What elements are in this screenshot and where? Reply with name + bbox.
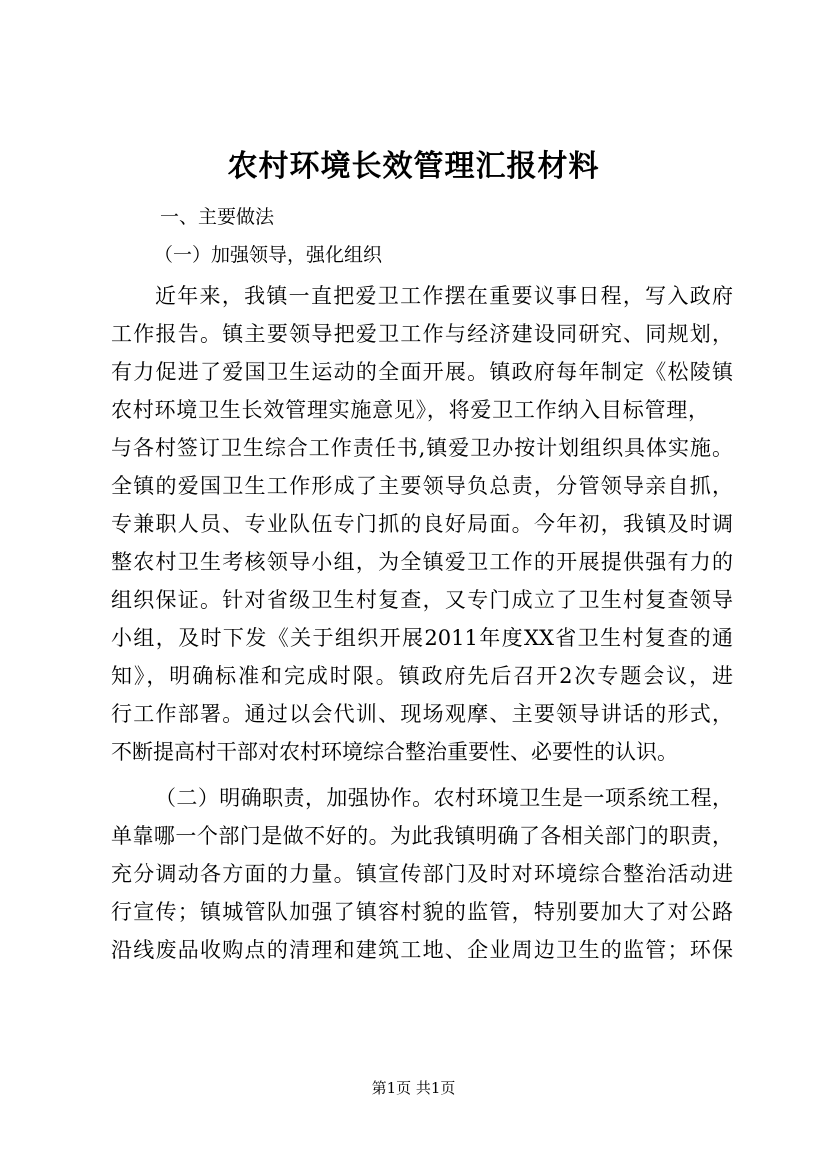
section-heading: 一、主要做法 bbox=[160, 206, 275, 228]
paragraph-line: 行宣传；镇城管队加强了镇容村貌的监管，特别要加大了对公路 bbox=[111, 900, 733, 924]
paragraph-line: 充分调动各方面的力量。镇宣传部门及时对环境综合整治活动进 bbox=[111, 862, 733, 886]
document-title: 农村环境长效管理汇报材料 bbox=[227, 149, 600, 184]
paragraph-line: 农村环境卫生长效管理实施意见》，将爱卫工作纳入目标管理， bbox=[111, 398, 709, 422]
paragraph-line: 全镇的爱国卫生工作形成了主要领导负总责，分管领导亲自抓， bbox=[111, 474, 733, 498]
paragraph-line: 不断提高村干部对农村环境综合整治重要性、必要性的认识。 bbox=[111, 740, 678, 764]
paragraph-line: （二）明确职责，加强协作。农村环境卫生是一项系统工程， bbox=[155, 786, 733, 810]
paragraph-line: 知》，明确标准和完成时限。镇政府先后召开2次专题会议，进 bbox=[111, 664, 733, 688]
paragraph-line: 沿线废品收购点的清理和建筑工地、企业周边卫生的监管；环保 bbox=[111, 938, 733, 962]
paragraph-line: 行工作部署。通过以会代训、现场观摩、主要领导讲话的形式， bbox=[111, 702, 733, 726]
paragraph-line: 近年来，我镇一直把爱卫工作摆在重要议事日程，写入政府 bbox=[155, 284, 733, 308]
paragraph-line: 整农村卫生考核领导小组，为全镇爱卫工作的开展提供强有力的 bbox=[111, 550, 733, 574]
paragraph-line: 组织保证。针对省级卫生村复查，又专门成立了卫生村复查领导 bbox=[111, 588, 733, 612]
paragraph-line: 工作报告。镇主要领导把爱卫工作与经济建设同研究、同规划， bbox=[111, 322, 733, 346]
paragraph-line: 小组，及时下发《关于组织开展2011年度XX省卫生村复查的通 bbox=[111, 626, 733, 650]
sub-heading: （一）加强领导，强化组织 bbox=[154, 244, 383, 266]
paragraph-line: 有力促进了爱国卫生运动的全面开展。镇政府每年制定《松陵镇 bbox=[111, 360, 733, 384]
paragraph-line: 与各村签订卫生综合工作责任书,镇爱卫办按计划组织具体实施。 bbox=[111, 436, 733, 460]
page-footer: 第1页 共1页 bbox=[371, 1079, 456, 1097]
paragraph-line: 单靠哪一个部门是做不好的。为此我镇明确了各相关部门的职责， bbox=[111, 824, 733, 848]
paragraph-line: 专兼职人员、专业队伍专门抓的良好局面。今年初，我镇及时调 bbox=[111, 512, 733, 536]
